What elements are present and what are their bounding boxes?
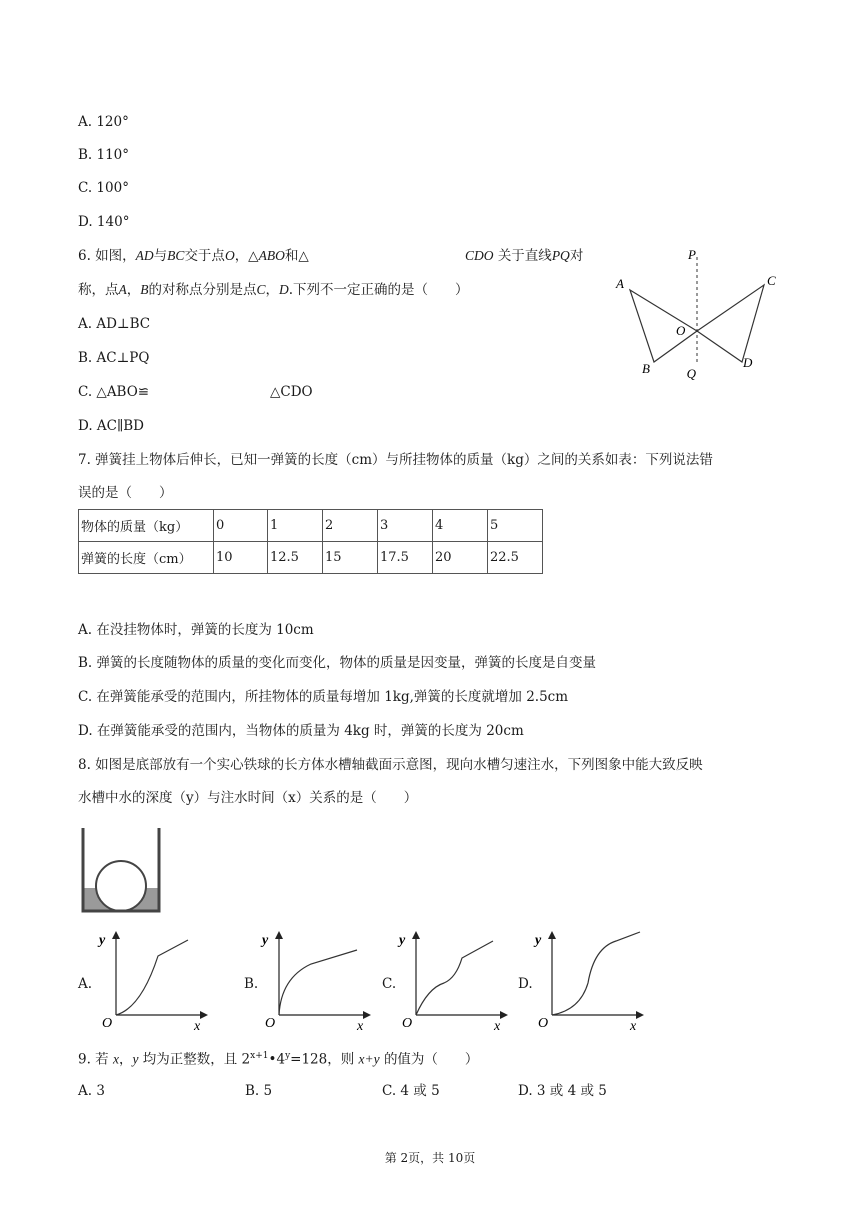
origin-label: O: [538, 1016, 549, 1031]
curve-d: [552, 932, 640, 1015]
page-footer: 第 2页，共 10页: [384, 1151, 476, 1165]
q9-option-d: D. 3 或 4 或 5: [518, 1083, 607, 1099]
origin-label: O: [402, 1016, 413, 1031]
table-header-length: 弹簧的长度（cm）: [79, 542, 214, 574]
axis-y-label: y: [262, 933, 269, 948]
q6-figure: [610, 245, 790, 385]
q8-label-d: D.: [518, 976, 533, 992]
q7-option-b: B. 弹簧的长度随物体的质量的变化而变化，物体的质量是因变量，弹簧的长度是自变量: [78, 655, 597, 671]
q5-option-b: B. 110°: [78, 147, 130, 163]
q6-option-a: A. AD⊥BC: [78, 316, 151, 332]
spring-table: [78, 509, 543, 574]
q8-label-c: C.: [382, 976, 397, 992]
label-d: D: [743, 355, 753, 370]
axis-y-label: y: [535, 933, 542, 948]
table-cell: 20: [433, 542, 488, 574]
q9-option-c: C. 4 或 5: [382, 1083, 440, 1099]
q6-option-d: D. AC∥BD: [78, 418, 144, 434]
axis-x-label: x: [494, 1019, 501, 1034]
q8-label-a: A.: [78, 976, 93, 992]
triangle-abo: [630, 290, 697, 362]
table-cell: 0: [214, 510, 268, 542]
table-cell: 2: [323, 510, 378, 542]
table-cell: 4: [433, 510, 488, 542]
q5-option-c: C. 100°: [78, 180, 129, 196]
q5-option-d: D. 140°: [78, 214, 130, 230]
q6-option-b: B. AC⊥PQ: [78, 350, 150, 366]
graph-c: [396, 928, 511, 1033]
table-row: [79, 542, 543, 574]
q7-option-d: D. 在弹簧能承受的范围内，当物体的质量为 4kg 时，弹簧的长度为 20cm: [78, 723, 524, 739]
table-cell: 22.5: [488, 542, 543, 574]
q8-stem-line1: 8. 如图是底部放有一个实心铁球的长方体水槽轴截面示意图，现向水槽匀速注水，下列图象中能大致反映: [78, 757, 703, 773]
table-row: [79, 510, 543, 542]
origin-label: O: [265, 1016, 276, 1031]
q7-option-a: A. 在没挂物体时，弹簧的长度为 10cm: [78, 622, 314, 638]
q6-option-c: C. △ABO≌: [78, 384, 150, 400]
table-cell: 15: [323, 542, 378, 574]
iron-ball: [96, 861, 146, 911]
axis-x-label: x: [630, 1019, 637, 1034]
label-b: B: [642, 361, 650, 376]
q6-stem-line1-tail: CDO 关于直线PQ对: [465, 248, 584, 264]
q7-stem-line2: 误的是（ ）: [78, 485, 173, 501]
table-cell: 10: [214, 542, 268, 574]
graph-a: [96, 928, 211, 1033]
q9-option-b: B. 5: [245, 1083, 273, 1099]
label-o: O: [676, 323, 686, 338]
q7-stem-line1: 7. 弹簧挂上物体后伸长，已知一弹簧的长度（cm）与所挂物体的质量（kg）之间的关系如表：下列说法错: [78, 452, 713, 468]
table-header-mass: 物体的质量（kg）: [79, 510, 214, 542]
graph-b: [259, 928, 374, 1033]
q9-option-a: A. 3: [78, 1083, 105, 1099]
origin-label: O: [102, 1016, 113, 1031]
q5-option-a: A. 120°: [78, 114, 129, 130]
q8-stem-line2: 水槽中水的深度（y）与注水时间（x）关系的是（ ）: [78, 790, 418, 806]
table-cell: 3: [378, 510, 433, 542]
triangle-cdo: [697, 285, 764, 362]
table-cell: 1: [268, 510, 323, 542]
q6-stem-line2: 称，点A，B的对称点分别是点C，D.下列不一定正确的是（ ）: [78, 282, 469, 298]
q8-label-b: B.: [244, 976, 259, 992]
axis-x-label: x: [357, 1019, 364, 1034]
q7-option-c: C. 在弹簧能承受的范围内，所挂物体的质量每增加 1kg,弹簧的长度就增加 2.5cm: [78, 689, 569, 705]
axis-x-label: x: [194, 1019, 201, 1034]
label-c: C: [767, 273, 776, 288]
q9-stem: 9. 若 x，y 均为正整数，且 $2^{x+1}•4^y=128$，则 x+y 的值为（ ）: [78, 1051, 479, 1068]
label-p: P: [688, 247, 696, 262]
table-cell: 5: [488, 510, 543, 542]
curve-c: [416, 941, 493, 1015]
curve-a: [116, 940, 188, 1015]
axis-y-label: y: [399, 933, 406, 948]
curve-b: [279, 950, 357, 1015]
q6-option-c-tail: △CDO: [270, 384, 313, 400]
table-cell: 17.5: [378, 542, 433, 574]
q6-stem-line1: 6. 如图，AD与BC交于点O，△ABO和△: [78, 248, 309, 264]
axis-y-label: y: [99, 933, 106, 948]
graph-d: [532, 928, 647, 1033]
table-cell: 12.5: [268, 542, 323, 574]
label-q: Q: [686, 366, 696, 381]
water-tank-figure: [80, 828, 164, 914]
label-a: A: [616, 276, 624, 291]
